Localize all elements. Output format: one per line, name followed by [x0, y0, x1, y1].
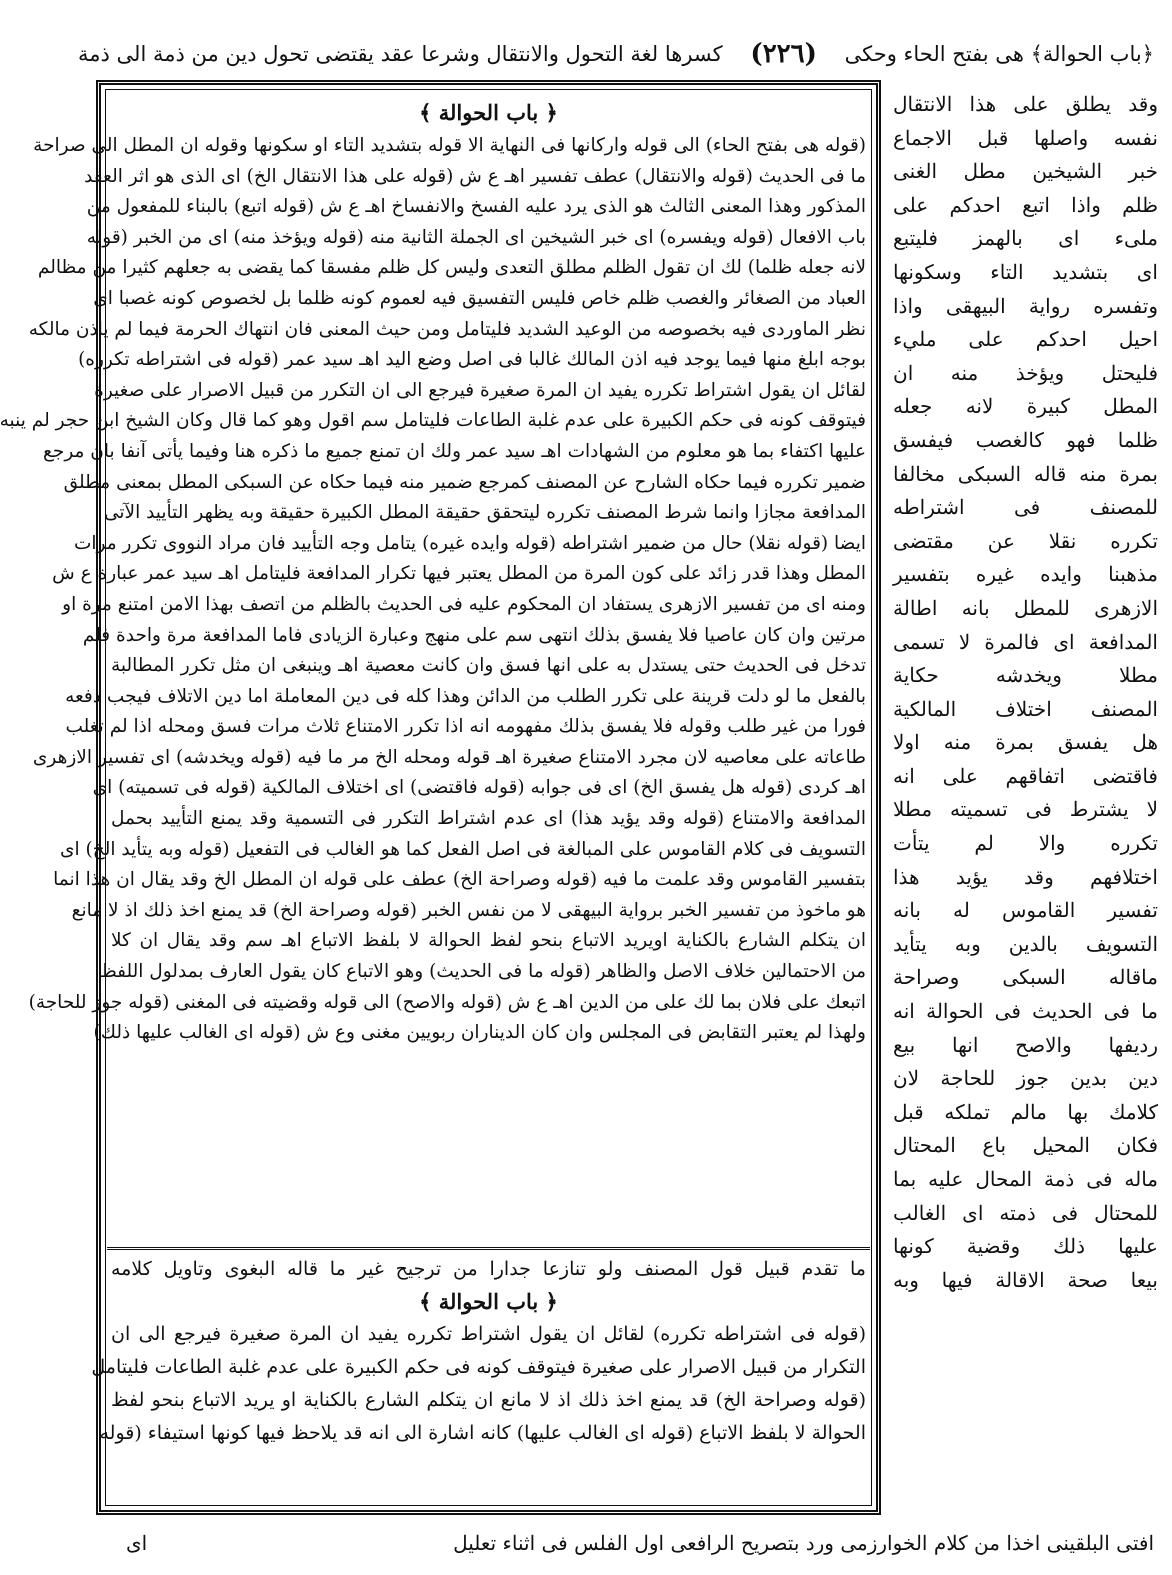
margin-line: للمحتال فى ذمته اى الغالب [893, 1200, 1158, 1225]
text-line: طاعاته على معاصيه لان مجرد الامتناع صغيرة اهـ قوله ومحله الخ مر ما فيه (قوله ويخدشه) اى تفسير الازهرى [32, 746, 866, 768]
text-line: المذكور وهذا المعنى الثالث هو الذى يرد عليه الفسخ والانفساخ اهـ ع ش (قوله اتبع) بالبناء للمفعول من [86, 196, 866, 218]
margin-line: عليها ذلك وقضية كونها [893, 1234, 1158, 1259]
margin-line: اختلافهم وقد يؤيد هذا [893, 864, 1158, 889]
text-line: لقائل ان يقول اشتراط تكرره يفيد ان المرة صغيرة فيرجع الى ان التكرر من قبيل الاصرار على صغيرة [94, 379, 866, 401]
main-commentary-text [0, 131, 866, 1049]
margin-line: ماله فى ذمة المحال عليه بما [893, 1167, 1158, 1191]
text-line: فورا من غير طلب وقوله فلا يفسق بذلك مفهومه انه اذا تكرر الامتناع ثلاث مرات فسق ومحله اذا لم تغلب [65, 716, 866, 738]
text-line: ما فى الحديث (قوله والانتقال) عطف تفسير اهـ ع ش (قوله على هذا الانتقال الخ) اى الذى هو اثر العقد [84, 165, 866, 187]
text-line: العباد من الصغائر والغصب ظلم خاص فليس التفسيق فيه لعموم كونه ظلما بل لخصوص كونه غصبا اى [93, 287, 866, 309]
text-line: التكرار من قبيل الاصرار على صغيرة فيتوقف كونه فى حكم الكبيرة على عدم غلبة الطاعات فليتامل [91, 1356, 866, 1378]
margin-line: المصنف اختلاف المالكية [893, 696, 1158, 721]
text-line: المطل وهذا قدر زائد على كون المرة من المطل يعتبر فيها تكرار المدافعة فليتامل اهـ سيد عمر عبارة ع ش [52, 563, 866, 585]
margin-line: تكرره والا لم يتأت [893, 831, 1158, 856]
margin-line: المدافعة اى فالمرة لا تسمى [893, 629, 1158, 654]
section-title: ﴿ باب الحوالة ﴾ [419, 1289, 558, 1314]
section-divider [107, 1247, 870, 1250]
text-line: بتفسير القاموس وقد علمت ما فيه (قوله وصراحة الخ) عطف على قوله ان المطل الخ وقد يقال ان هذا انما [53, 869, 866, 891]
text-line: ايضا (قوله نقلا) حال من ضمير اشتراطه (قوله وايده غيره) يتامل وجه التأييد فان مراد النووى تكرر مرات [73, 532, 866, 554]
text-line: المدافعة والامتناع (قوله وقد يؤيد هذا) اى عدم اشتراط التكرر فى التسمية وقد يمنع التأييد بحمل [111, 808, 866, 830]
footer-catchword: اى [126, 1531, 148, 1555]
text-line: المدافعة مجازا وانما شرط المصنف تكرره ليتحقق حقيقة المطل الكبيرة حقيقة وبه يظهر التأييد الآتى [103, 502, 866, 524]
margin-line: فكان المحيل باع المحتال [893, 1133, 1158, 1158]
margin-line: تفسير القاموس له بانه [893, 898, 1158, 923]
text-line: ان يتكلم الشارع بالكناية اويريد الاتباع بنحو لفظ الحوالة لا بلفظ الاتباع اهـ سم وقد يقال ان كلا [111, 930, 866, 952]
margin-line: للمصنف فى اشتراطه [893, 495, 1158, 520]
margin-line: ماقاله السبكى وصراحة [893, 965, 1158, 990]
text-line: اهـ كردى (قوله هل يفسق الخ) اى فى جوابه (قوله فاقتضى) اى اختلاف المالكية (قوله فى تسميته) اى [92, 777, 866, 799]
text-line: (قوله هى بفتح الحاء) الى قوله واركانها فى النهاية الا قوله بتشديد التاء او سكونها وقوله ان المطل الى صراحة [33, 135, 866, 156]
text-line: لانه جعله ظلما) لك ان تقول الظلم مطلق التعدى وليس كل ظلم مفسقا كما يقضى به جعلهم كثيرا من مظالم [37, 257, 866, 279]
text-line: باب الافعال (قوله ويفسره) اى خبر الشيخين اى الجملة الثانية منه (قوله ويؤخذ منه) اى من الخبر (قوله [86, 226, 866, 248]
text-line: من الاحتمالين خلاف الاصل والظاهر (قوله ما فى الحديث) وهو الاتباع كان يقول العارف بمدلول اللفظ [99, 961, 866, 983]
margin-line: التسويف بالدين وبه يتأيد [893, 931, 1158, 956]
text-line: هو ماخوذ من تفسير الخبر برواية البيهقى لا من نفس الخبر (قوله وصراحة الخ) قد يمنع اخذ ذلك اذ لا مانع [71, 899, 866, 921]
text-line: ما تقدم قبيل قول المصنف ولو تنازعا جدارا من ترجيح غير ما قاله البغوى وتاويل كلامه [111, 1258, 866, 1280]
header-running-text-left: كسرها لغة التحول والانتقال وشرعا عقد يقتضى تحول دين من ذمة الى ذمة [78, 42, 723, 66]
margin-line: بيعا صحة الاقالة فيها وبه [893, 1267, 1158, 1292]
page-number: (٢٢٦) [750, 39, 817, 69]
text-line: ومنه اى من تفسير الازهرى يستفاد ان المحكوم عليه فى الحديث بالظلم من اتصف بهذا الامن امتنع مرة او [62, 593, 866, 615]
margin-line: مطلا ويخدشه حكاية [893, 663, 1158, 688]
margin-line: فاقتضى اتفاقهم على انه [893, 763, 1158, 788]
margin-line: الازهرى للمطل بانه اطالة [893, 595, 1158, 620]
text-line: فيتوقف كونه فى حكم الكبيرة على عدم غلبة الطاعات فليتامل سم اقول وهو كما قال وكان الشيخ ابن حجر لم ينبه [0, 410, 866, 432]
margin-line: ما فى الحديث فى الحوالة انه [893, 999, 1158, 1024]
footer-margin-text: افتى البلقينى اخذا من كلام الخوارزمى ورد بتصريح الرافعى اول الفلس فى اثناء تعليل [453, 1531, 1154, 1555]
text-line: تدخل فى الحديث حتى يستدل به على انها فسق وان كانت معصية اهـ وينبغى ان مثل تكرر المطالبة [111, 655, 866, 677]
margin-line: اى بتشديد التاء وسكونها [893, 259, 1158, 284]
text-line: التسويف فى كلام القاموس على المبالغة فى اصل الفعل كما هو الغالب فى التفعيل (قوله وبه يتأيد الخ) اى [60, 838, 866, 860]
margin-line: كلامك بها مالم تملكه قبل [893, 1099, 1158, 1124]
text-line: (قوله فى اشتراطه تكرره) لقائل ان يقول اشتراط تكرره يفيد ان المرة صغيرة فيرجع الى ان [111, 1323, 866, 1345]
text-line: الحوالة لا بلفظ الاتباع (قوله اى الغالب عليها) كانه اشارة الى انه قد يلاحظ فيها كونها استيفاء (قوله [99, 1422, 866, 1444]
main-text-frame [0, 80, 881, 1515]
margin-line: المطل كبيرة لانه جعله [893, 394, 1158, 419]
page-header [78, 28, 1154, 80]
page-footer [96, 1525, 1154, 1561]
margin-line: ملىء اى بالهمز فليتبع [893, 226, 1158, 251]
header-running-text-right: ﴿باب الحوالة﴾ هى بفتح الحاء وحكى [844, 42, 1154, 66]
margin-line: فليحتل ويؤخذ منه ان [893, 360, 1158, 385]
margin-line: وتفسره رواية البيهقى واذا [893, 293, 1158, 318]
text-line: بوجه ابلغ منها فيما يوجد فيه اذن المالك غالبا فى اصل وضع اليد اهـ سيد عمر (قوله فى اشتراطه تكرره) [78, 349, 866, 371]
margin-line: هل يفسق بمرة منه اولا [893, 730, 1158, 755]
text-line: نظر الماوردى فيه بخصوصه من الوعيد الشديد فليتامل ومن حيث المعنى فان انتهاك الحرمة فيما لم ياذن مالكه [28, 318, 866, 340]
margin-line: بمرة منه قاله السبكى مخالفا [893, 461, 1158, 486]
text-line: بالفعل ما لو دلت قرينة على تكرر الطلب من الدائن وهذا كله فى دين المعاملة اما دين الاتلاف فيجب دفعه [65, 685, 866, 707]
text-line: (قوله وصراحة الخ) قد يمنع اخذ ذلك اذ لا مانع ان يتكلم الشارع بالكناية او يريد الاتباع بنحو لفظ [111, 1389, 866, 1411]
margin-line: رديفها والاصح انها بيع [893, 1032, 1158, 1057]
margin-commentary-column [893, 88, 1158, 1523]
text-line: اتبعك على فلان بما لك على من الدين اهـ ع ش (قوله والاصح) الى قوله وقضيته فى المغنى (قوله جوز للحاجة) [28, 991, 866, 1013]
margin-line: ظلما فهو كالغصب فيفسق [893, 427, 1158, 452]
margin-line: احيل احدكم على مليء [893, 327, 1158, 352]
text-line: ولهذا لم يعتبر التقابض فى المجلس وان كان الديناران ربويين مغنى وع ش (قوله اى الغالب عليها ذلك) [93, 1022, 866, 1044]
text-line: مرتين وان كان عاصيا فلا يفسق بذلك انتهى سم على منهج وعبارة الزيادى فاما المدافعة مرة واحدة فلم [82, 624, 866, 646]
margin-line: وقد يطلق على هذا الانتقال [893, 92, 1158, 116]
margin-line: مذهبنا وايده غيره بتفسير [893, 562, 1158, 587]
text-line: ضمير تكرره فيما حكاه الشارح عن المصنف كمرجع ضمير منه فيما حكاه عن السبكى المطل بمعنى مطلق [63, 471, 866, 493]
margin-line: تكرره نقلا عن مقتضى [893, 528, 1158, 553]
margin-line: لا يشترط فى تسميته مطلا [893, 797, 1158, 822]
margin-line: خبر الشيخين مطل الغنى [893, 159, 1158, 184]
margin-line: نفسه واصلها قبل الاجماع [893, 125, 1158, 150]
margin-line: دين بدين جوز للحاجة لان [893, 1066, 1158, 1091]
section-title: ﴿ باب الحوالة ﴾ [419, 100, 558, 125]
main-commentary-block [0, 95, 866, 1245]
margin-line: ظلم واذا اتبع احدكم على [893, 192, 1158, 217]
lower-commentary-block [91, 1253, 866, 1511]
text-line: عليها اكتفاء بما هو معلوم من الشهادات اهـ سيد عمر ولك ان تمنع جميع ما ذكره هنا وفيما يأتى آنفا بان مرجع [43, 440, 866, 462]
